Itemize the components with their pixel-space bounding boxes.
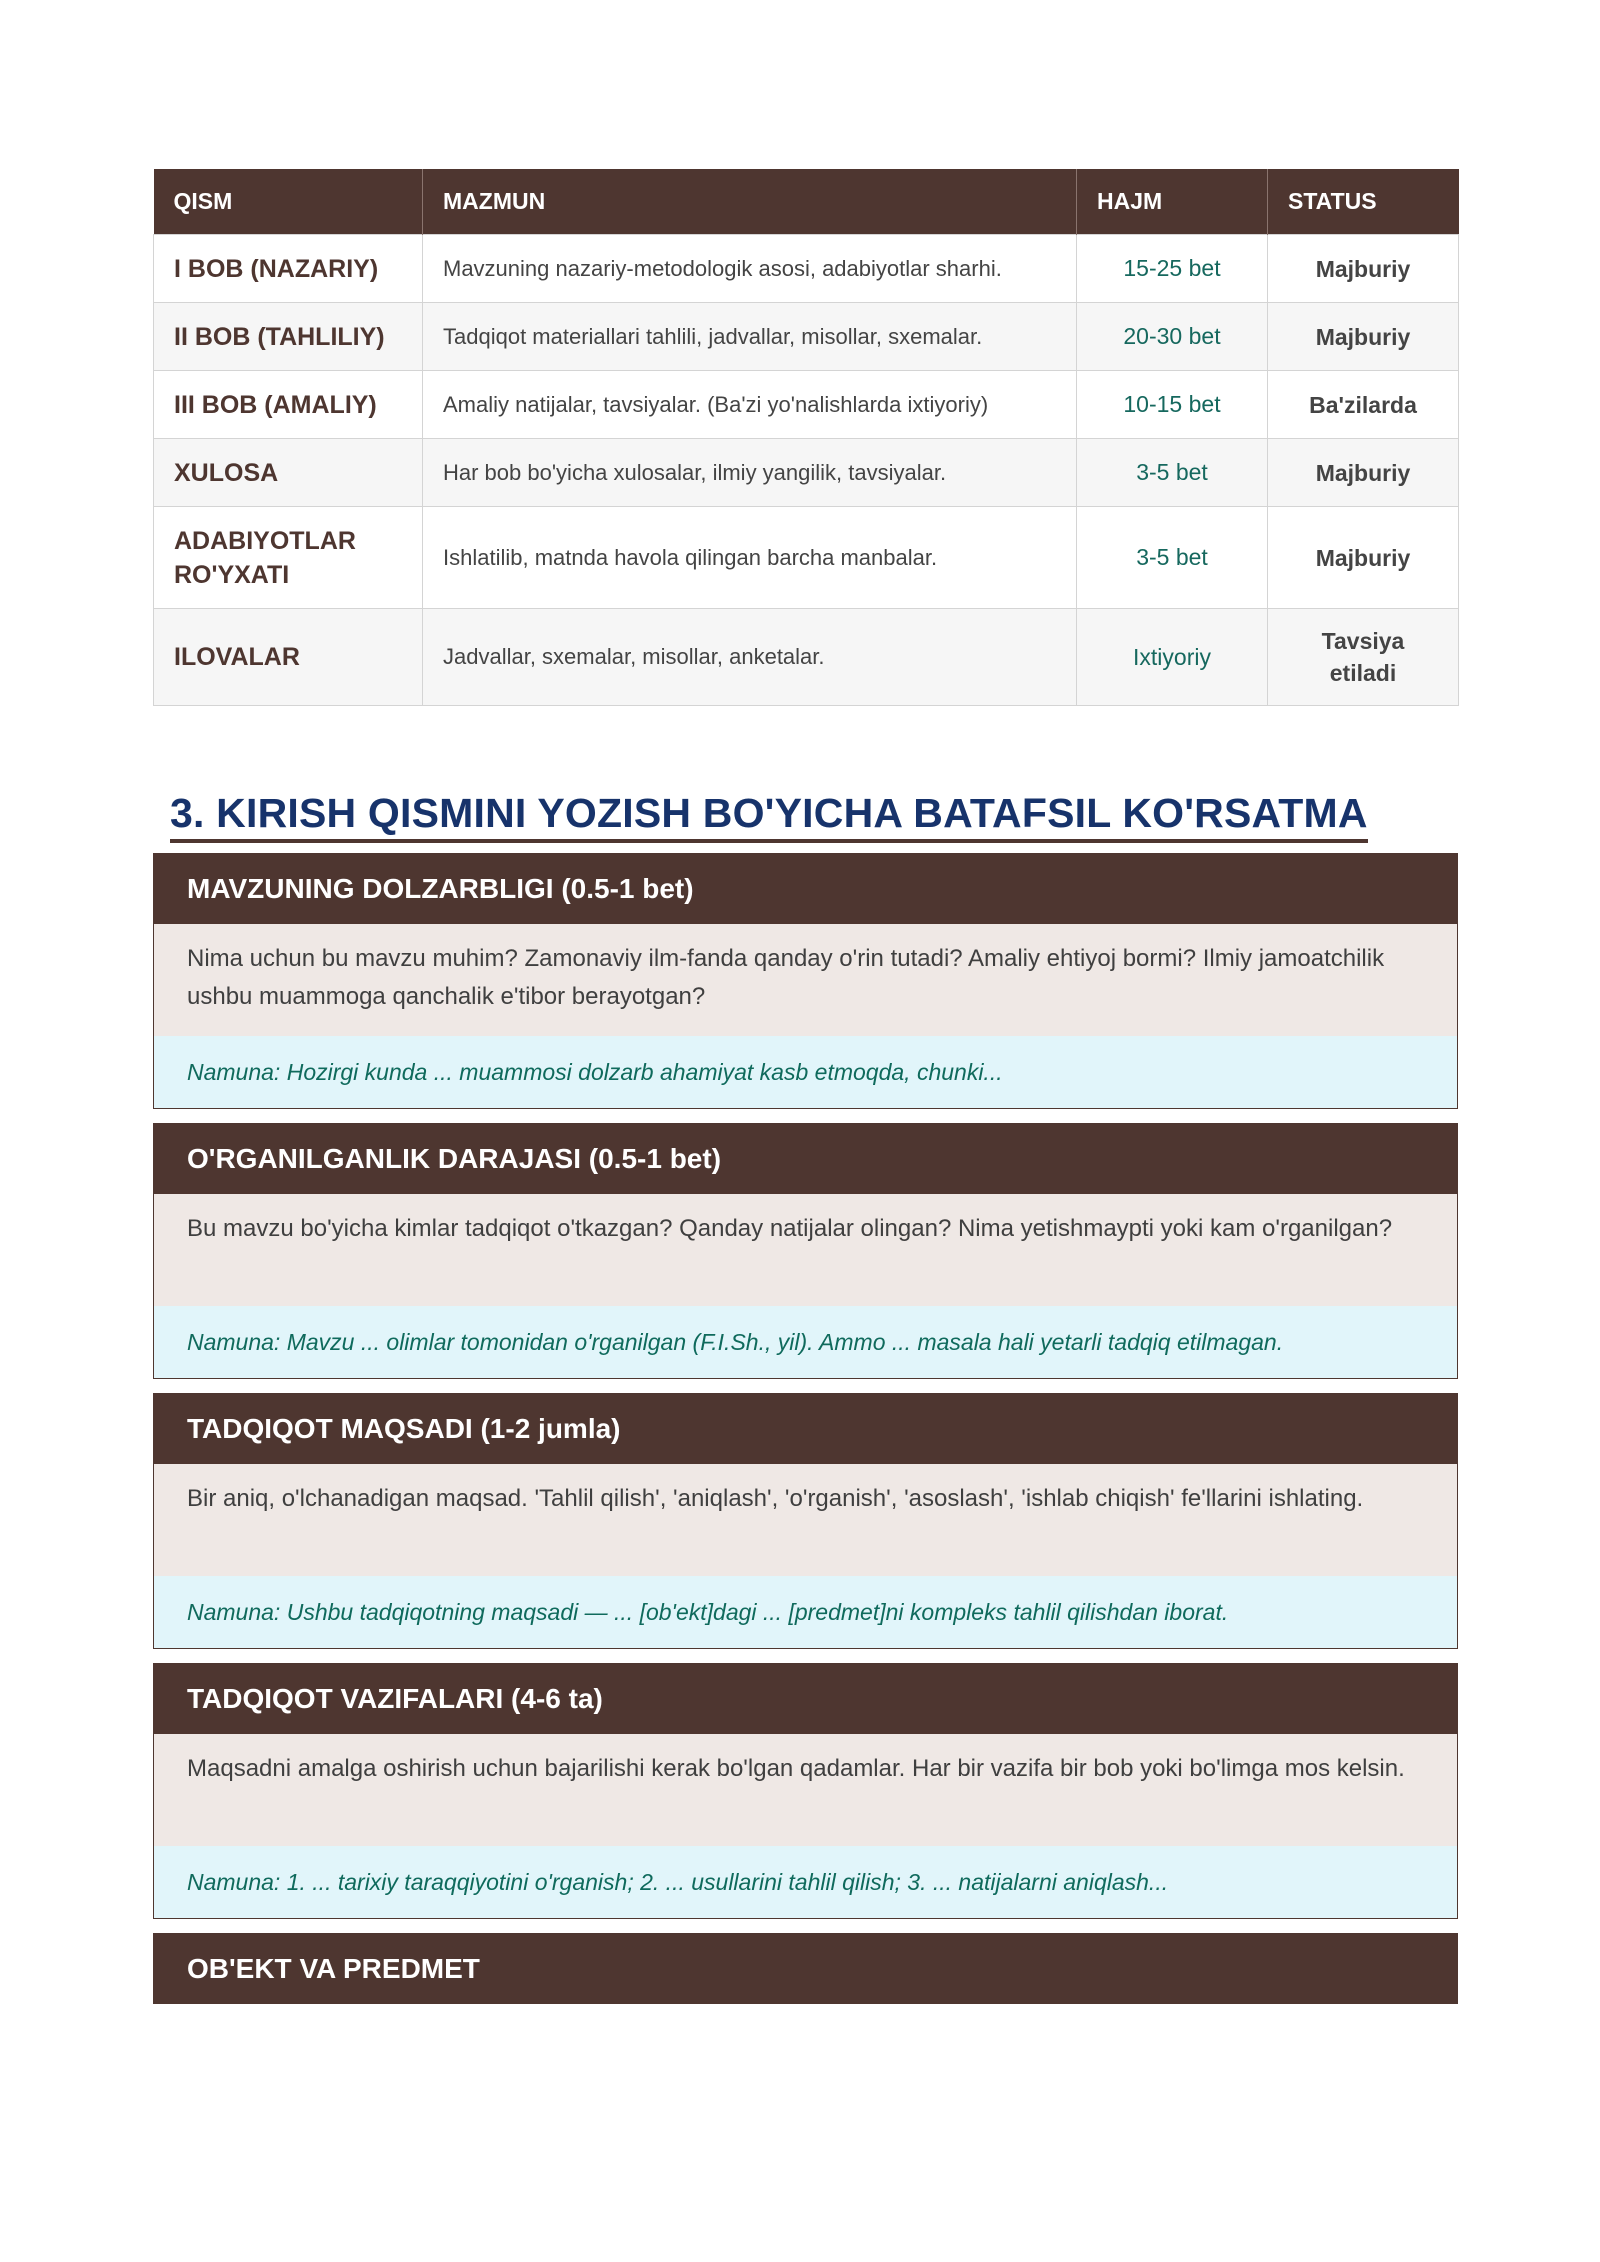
column-header-hajm: HAJM (1077, 169, 1268, 235)
card-example: Namuna: Hozirgi kunda ... muammosi dolzarb ahamiyat kasb etmoqda, chunki... (154, 1036, 1457, 1108)
info-card (153, 1123, 1458, 1379)
qism-cell: III BOB (AMALIY) (154, 371, 423, 439)
qism-cell: XULOSA (154, 439, 423, 507)
hajm-cell: 15-25 bet (1077, 235, 1268, 303)
hajm-cell: 20-30 bet (1077, 303, 1268, 371)
column-header-qism: QISM (154, 169, 423, 235)
qism-cell: I BOB (NAZARIY) (154, 235, 423, 303)
status-cell: Tavsiya etiladi (1268, 609, 1459, 706)
mazmun-cell: Har bob bo'yicha xulosalar, ilmiy yangilik, tavsiyalar. (423, 439, 1077, 507)
mazmun-cell: Jadvallar, sxemalar, misollar, anketalar. (423, 609, 1077, 706)
qism-cell: ADABIYOTLAR RO'YXATI (154, 507, 423, 609)
table-row (154, 609, 1459, 706)
table-header-row (154, 169, 1459, 235)
card-example: Namuna: Mavzu ... olimlar tomonidan o'rganilgan (F.I.Sh., yil). Ammo ... masala hali yetarli tadqiq etilmagan. (154, 1306, 1457, 1378)
table-row (154, 235, 1459, 303)
card-title: O'RGANILGANLIK DARAJASI (0.5-1 bet) (154, 1124, 1457, 1194)
info-card (153, 1663, 1458, 1919)
status-cell: Majburiy (1268, 235, 1459, 303)
section-heading: 3. KIRISH QISMINI YOZISH BO'YICHA BATAFSIL KO'RSATMA (170, 790, 1368, 843)
mazmun-cell: Ishlatilib, matnda havola qilingan barcha manbalar. (423, 507, 1077, 609)
info-card (153, 853, 1458, 1109)
column-header-status: STATUS (1268, 169, 1459, 235)
card-description: Bu mavzu bo'yicha kimlar tadqiqot o'tkazgan? Qanday natijalar olingan? Nima yetishmaypti yoki kam o'rganilgan? (154, 1194, 1457, 1306)
qism-cell: II BOB (TAHLILIY) (154, 303, 423, 371)
card-example: Namuna: Ushbu tadqiqotning maqsadi — ... [ob'ekt]dagi ... [predmet]ni kompleks tahlil qilishdan iborat. (154, 1576, 1457, 1648)
status-cell: Majburiy (1268, 303, 1459, 371)
table-row (154, 507, 1459, 609)
card-title: MAVZUNING DOLZARBLIGI (0.5-1 bet) (154, 854, 1457, 924)
hajm-cell: 3-5 bet (1077, 507, 1268, 609)
card-title: TADQIQOT MAQSADI (1-2 jumla) (154, 1394, 1457, 1464)
status-cell: Ba'zilarda (1268, 371, 1459, 439)
mazmun-cell: Amaliy natijalar, tavsiyalar. (Ba'zi yo'nalishlarda ixtiyoriy) (423, 371, 1077, 439)
table-row (154, 371, 1459, 439)
card-title: OB'EKT VA PREDMET (154, 1934, 1457, 2004)
card-description: Bir aniq, o'lchanadigan maqsad. 'Tahlil qilish', 'aniqlash', 'o'rganish', 'asoslash', 'ishlab chiqish' fe'llarini ishlating. (154, 1464, 1457, 1576)
status-cell: Majburiy (1268, 507, 1459, 609)
info-card (153, 1393, 1458, 1649)
table-row (154, 439, 1459, 507)
card-example: Namuna: 1. ... tarixiy taraqqiyotini o'rganish; 2. ... usullarini tahlil qilish; 3. ... natijalarni aniqlash... (154, 1846, 1457, 1918)
hajm-cell: 3-5 bet (1077, 439, 1268, 507)
card-description: Nima uchun bu mavzu muhim? Zamonaviy ilm-fanda qanday o'rin tutadi? Amaliy ehtiyoj bormi? Ilmiy jamoatchilik ushbu muammoga qanchalik e'tibor berayotgan? (154, 924, 1457, 1036)
info-card (153, 1933, 1458, 2004)
mazmun-cell: Tadqiqot materiallari tahlili, jadvallar, misollar, sxemalar. (423, 303, 1077, 371)
hajm-cell: Ixtiyoriy (1077, 609, 1268, 706)
mazmun-cell: Mavzuning nazariy-metodologik asosi, adabiyotlar sharhi. (423, 235, 1077, 303)
column-header-mazmun: MAZMUN (423, 169, 1077, 235)
qism-cell: ILOVALAR (154, 609, 423, 706)
structure-table (153, 169, 1459, 706)
card-title: TADQIQOT VAZIFALARI (4-6 ta) (154, 1664, 1457, 1734)
card-description: Maqsadni amalga oshirish uchun bajarilishi kerak bo'lgan qadamlar. Har bir vazifa bir bob yoki bo'limga mos kelsin. (154, 1734, 1457, 1846)
document-page (153, 169, 1458, 2004)
status-cell: Majburiy (1268, 439, 1459, 507)
table-row (154, 303, 1459, 371)
hajm-cell: 10-15 bet (1077, 371, 1268, 439)
